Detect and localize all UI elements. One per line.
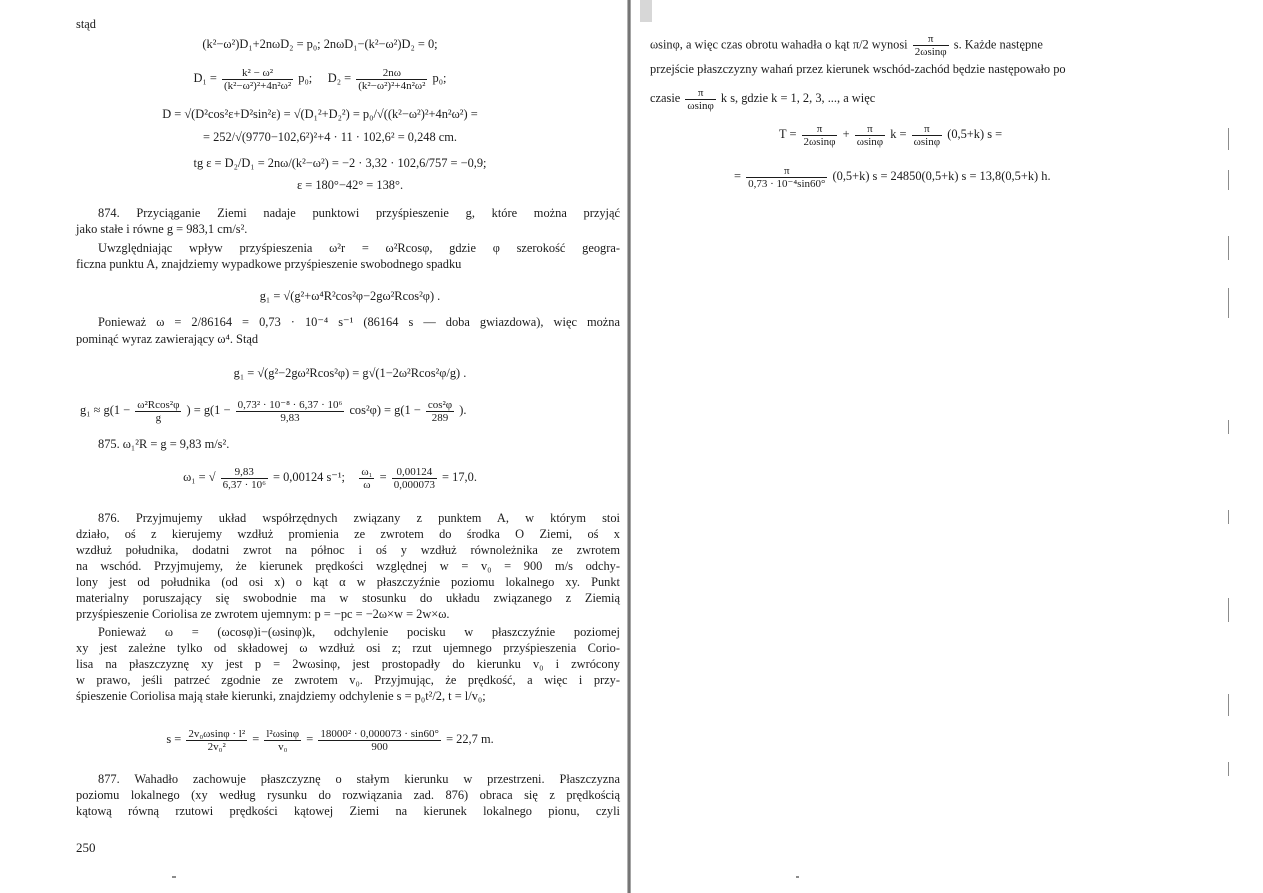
eq-sign: = bbox=[306, 732, 314, 746]
denominator: ωsinφ bbox=[913, 135, 941, 148]
text-span: ωsinφ, a więc czas obrotu wahadła o kąt π/2 wynosi bbox=[650, 37, 908, 52]
numerator: π bbox=[913, 33, 949, 46]
eq-mid: ) = g(1 − bbox=[186, 403, 231, 417]
numerator: l²ωsinφ bbox=[266, 727, 300, 740]
numerator: 0,73² · 10⁻⁸ · 6,37 · 10⁶ bbox=[237, 398, 343, 411]
equation-line: g₁ = √(g²−2gω²Rcos²φ) = g√(1−2ω²Rcos²φ/g) . bbox=[233, 366, 467, 380]
numerator: π bbox=[855, 123, 885, 136]
eq-lhs: g₁ ≈ g(1 − bbox=[80, 403, 131, 417]
text-span: czasie bbox=[650, 91, 681, 105]
numerator: 2nω bbox=[356, 67, 427, 80]
numerator: π bbox=[685, 87, 715, 100]
denominator: g bbox=[155, 411, 162, 424]
fraction bbox=[855, 123, 885, 148]
scan-speck bbox=[172, 876, 176, 878]
denominator: 289 bbox=[431, 411, 449, 424]
text-line: materialny poruszający się swobodnie ma w stosunku do układu związanego z Ziemią bbox=[76, 591, 620, 605]
denominator: (k²−ω²)²+4n²ω² bbox=[358, 79, 426, 92]
text-line: wzdłuż południka, dodatni zwrot na północ i oś y wzdłuż równoleżnika ze zwrotem bbox=[76, 543, 620, 557]
fraction bbox=[356, 67, 427, 92]
numerator: k² − ω² bbox=[222, 67, 293, 80]
problem-874-text: 874. Przyciąganie Ziemi nadaje punktowi przyśpieszenie g, które można przyjąć bbox=[98, 206, 620, 220]
equation-g1-approx bbox=[80, 393, 620, 427]
fraction bbox=[746, 165, 827, 190]
eq-sign: = bbox=[734, 169, 741, 183]
fraction bbox=[912, 123, 942, 148]
denominator: 2ωsinφ bbox=[803, 135, 836, 148]
eq-mid: cos²φ) = g(1 − bbox=[349, 403, 421, 417]
text-line: jako stałe i równe g = 983,1 cm/s². bbox=[76, 222, 248, 236]
scan-mark bbox=[1228, 762, 1229, 776]
fraction bbox=[236, 399, 345, 424]
text-line: śpieszenie Coriolisa mają stałe kierunki, znajdziemy odchylenie s = p₀t²/2, t = l/v₀; bbox=[76, 689, 486, 703]
equation-s bbox=[60, 722, 600, 756]
problem-877-text: 877. Wahadło zachowuje płaszczyznę o stałym kierunku w przestrzeni. Płaszczyzna bbox=[98, 772, 620, 786]
denominator: ωsinφ bbox=[856, 135, 884, 148]
eq-tail: p₀; bbox=[298, 71, 313, 85]
fraction bbox=[426, 399, 454, 424]
numerator: 9,83 bbox=[221, 466, 268, 479]
text-line: działo, oś z kierujemy wzdłuż promienia ze zwrotem do środka O Ziemi, oś x bbox=[76, 527, 620, 541]
book-spine bbox=[627, 0, 631, 893]
text-line bbox=[650, 33, 1210, 58]
numerator: ω²Rcos²φ bbox=[137, 398, 180, 411]
denominator: ω bbox=[363, 478, 371, 491]
numerator: π bbox=[802, 123, 838, 136]
eq-tail: p₀; bbox=[432, 71, 447, 85]
denominator: 2v₀² bbox=[207, 740, 226, 753]
numerator: 0,00124 bbox=[392, 466, 437, 479]
equation-line: tg ε = D₂/D₁ = 2nω/(k²−ω²) = −2 · 3,32 · 102,6/757 = −0,9; bbox=[193, 156, 487, 170]
denominator: 900 bbox=[371, 740, 388, 753]
equation-T-numeric bbox=[734, 160, 1254, 192]
text-span: s. Każde następne bbox=[953, 37, 1043, 52]
text-line: przyśpieszenie Coriolisa ze zwrotem ujemnym: p = −pc = −2ω×w = 2w×ω. bbox=[76, 607, 450, 621]
text-line: pominąć wyraz zawierający ω⁴. Stąd bbox=[76, 332, 259, 346]
eq-tail: = 22,7 m. bbox=[446, 732, 494, 746]
eq-tail: (0,5+k) s = 24850(0,5+k) s = 13,8(0,5+k) h. bbox=[832, 169, 1051, 183]
fraction bbox=[392, 466, 437, 491]
denominator: 2ωsinφ bbox=[914, 46, 947, 58]
eq-lhs: T = bbox=[779, 127, 797, 141]
numerator: cos²φ bbox=[427, 398, 453, 411]
fraction bbox=[221, 466, 268, 491]
text-line: xy jest zależne tylko od składowej ω wzdłuż osi z; rzut ujemnego przyśpieszenia Corio- bbox=[76, 641, 620, 655]
equation-omega1 bbox=[60, 460, 600, 494]
eq-tail: (0,5+k) s = bbox=[947, 127, 1003, 141]
fraction bbox=[913, 33, 949, 58]
text-line: stąd bbox=[76, 17, 96, 31]
fraction bbox=[186, 728, 247, 753]
denominator: 0,73 · 10⁻⁴sin60° bbox=[748, 177, 826, 190]
scan-mark bbox=[1228, 420, 1229, 434]
equation-d1-d2 bbox=[40, 63, 600, 93]
equation-T bbox=[779, 119, 1219, 149]
eq-sign: + bbox=[842, 127, 850, 141]
denominator: (k²−ω²)²+4n²ω² bbox=[223, 79, 292, 92]
scan-smudge bbox=[640, 0, 652, 22]
fraction bbox=[685, 87, 715, 112]
text-line: ficzna punktu A, znajdziemy wypadkowe przyśpieszenie swobodnego spadku bbox=[76, 257, 462, 271]
equation-line: D = √(D²cos²ε+D²sin²ε) = √(D₁²+D₂²) = p₀/√((k²−ω²)²+4n²ω²) = bbox=[162, 107, 478, 121]
text-line: w prawo, jeśli patrzeć zgodnie ze zwrotem v₀. Przyjmując, że prędkość, a więc i przy- bbox=[76, 673, 620, 687]
problem-875-text: 875. ω₁²R = g = 9,83 m/s². bbox=[98, 437, 230, 451]
fraction bbox=[222, 67, 293, 92]
scan-mark bbox=[1228, 170, 1229, 190]
text-line: Ponieważ ω = (ωcosφ)i−(ωsinφ)k, odchylenie pocisku w płaszczyźnie poziomej bbox=[98, 625, 620, 639]
problem-876-text: 876. Przyjmujemy układ współrzędnych związany z punktem A, w którym stoi bbox=[98, 511, 620, 525]
denominator: v₀ bbox=[278, 740, 288, 753]
scan-mark bbox=[1228, 236, 1229, 260]
numerator: π bbox=[912, 123, 942, 136]
equation-line: ε = 180°−42° = 138°. bbox=[296, 178, 404, 192]
text-line: lisa na płaszczyznę xy jest p = 2wωsinφ, jest prostopadły do kierunku v₀ i zwrócony bbox=[76, 657, 620, 671]
fraction bbox=[318, 728, 441, 753]
eq-sign: = bbox=[252, 732, 260, 746]
eq-lhs: s = bbox=[166, 732, 182, 746]
denominator: 9,83 bbox=[280, 411, 300, 424]
equation-line: g₁ = √(g²+ω⁴R²cos²φ−2gω²Rcos²φ) . bbox=[259, 289, 441, 303]
equation-line: (k²−ω²)D₁+2nωD₂ = p₀; 2nωD₁−(k²−ω²)D₂ = 0; bbox=[202, 37, 438, 51]
eq-sign: = bbox=[379, 470, 387, 484]
scan-speck bbox=[796, 876, 799, 878]
scan-mark bbox=[1228, 288, 1229, 318]
text-line: na wschód. Przyjmujemy, że kierunek prędkości względnej w = v₀ = 900 m/s odchy- bbox=[76, 559, 620, 573]
left-page bbox=[0, 0, 627, 893]
eq-lhs: ω₁ = √ bbox=[183, 470, 216, 484]
denominator: 6,37 · 10⁶ bbox=[222, 478, 266, 491]
equation-line: = 252/√(9770−102,6²)²+4 · 11 · 102,6² = 0,248 cm. bbox=[203, 130, 457, 144]
fraction bbox=[802, 123, 838, 148]
text-line: Ponieważ ω = 2/86164 = 0,73 · 10⁻⁴ s⁻¹ (86164 s — doba gwiazdowa), więc można bbox=[98, 315, 620, 329]
fraction bbox=[359, 466, 374, 491]
scan-mark bbox=[1228, 598, 1229, 622]
numerator: 18000² · 0,000073 · sin60° bbox=[320, 727, 439, 740]
text-line: lony jest od południka (od osi x) o kąt α w płaszczyźnie poziomu lokalnego xy. Punkt bbox=[76, 575, 620, 589]
numerator: 2v₀ωsinφ · l² bbox=[188, 727, 246, 740]
scan-mark bbox=[1228, 694, 1229, 716]
fraction bbox=[135, 399, 181, 424]
eq-lhs: D₁ = bbox=[193, 71, 217, 85]
fraction bbox=[264, 728, 301, 753]
text-line bbox=[650, 86, 1210, 112]
text-line: przejście płaszczyzny wahań przez kierunek wschód-zachód będzie następowało po bbox=[650, 62, 1066, 76]
text-line: Uwzględniając wpływ przyśpieszenia ω²r = ω²Rcosφ, gdzie φ szerokość geogra- bbox=[98, 241, 620, 255]
text-line: poziomu lokalnego (xy według rysunku do rozwiązania zad. 876) obraca się z prędkością bbox=[76, 788, 620, 802]
numerator: ω₁ bbox=[361, 465, 373, 478]
denominator: ωsinφ bbox=[687, 99, 714, 112]
numerator: π bbox=[746, 165, 827, 178]
eq-mid: = 0,00124 s⁻¹; bbox=[273, 470, 345, 484]
right-page bbox=[634, 0, 1263, 893]
text-span: k s, gdzie k = 1, 2, 3, ..., a więc bbox=[720, 91, 876, 105]
eq-tail: = 17,0. bbox=[442, 470, 477, 484]
eq-lhs: D₂ = bbox=[327, 71, 352, 85]
page-number: 250 bbox=[76, 840, 96, 855]
eq-tail: ). bbox=[459, 403, 467, 417]
denominator: 0,000073 bbox=[393, 478, 435, 491]
text-line: kątową równą rzutowi prędkości kątowej Ziemi na kierunek lokalnego pionu, czyli bbox=[76, 804, 620, 818]
eq-mid: k = bbox=[890, 127, 907, 141]
scan-mark bbox=[1228, 128, 1229, 150]
scan-mark bbox=[1228, 510, 1229, 524]
